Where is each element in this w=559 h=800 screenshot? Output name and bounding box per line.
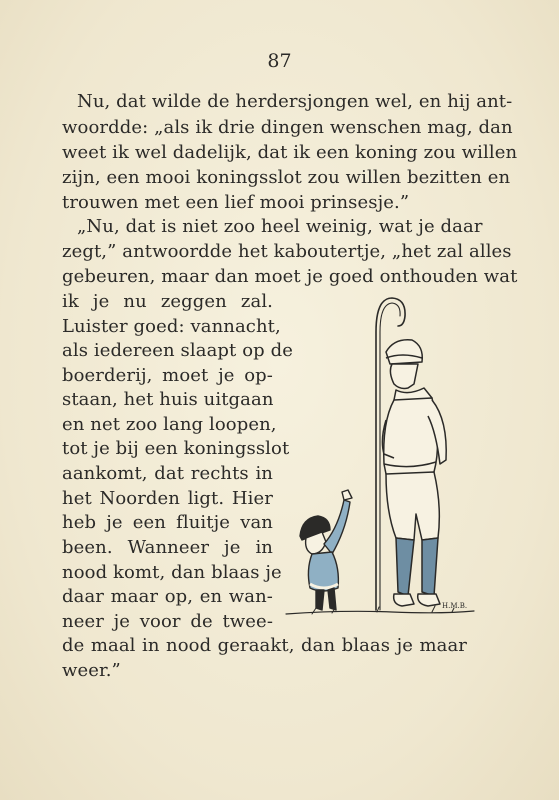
text-line: trouwen met een lief mooi prinsesje.”: [62, 192, 410, 213]
text-line: aankomt, dat rechts in: [62, 463, 273, 484]
text-line: boerderij, moet je op-: [62, 365, 273, 386]
text-line: weer.”: [62, 660, 121, 681]
text-line: staan, het huis uitgaan: [62, 389, 274, 410]
text-line: nood komt, dan blaas je: [62, 562, 282, 583]
text-line: en net zoo lang loopen,: [62, 414, 277, 435]
text-line: heb je een fluitje van: [62, 512, 273, 533]
text-line: „Nu, dat is niet zoo heel weinig, wat je daar: [77, 216, 483, 237]
page-number: 87: [267, 50, 292, 72]
text-line: het Noorden ligt. Hier: [62, 488, 273, 509]
text-line: Luister goed: vannacht,: [62, 316, 281, 337]
text-line: als iedereen slaapt op de: [62, 340, 293, 361]
text-line: de maal in nood geraakt, dan blaas je maar: [62, 635, 467, 656]
text-line: weet ik wel dadelijk, dat ik een koning zou willen: [62, 142, 518, 163]
text-line: been. Wanneer je in: [62, 537, 273, 558]
artist-signature: H.M.B.: [442, 602, 468, 610]
text-line: Nu, dat wilde de herdersjongen wel, en hij ant-: [77, 91, 513, 112]
text-line: zegt,” antwoordde het kaboutertje, „het zal alles: [62, 241, 512, 262]
text-line: gebeuren, maar dan moet je goed onthouden wat: [62, 266, 518, 287]
text-line: tot je bij een koningsslot: [62, 438, 290, 459]
text-line: zijn, een mooi koningsslot zou willen bezitten en: [62, 167, 511, 188]
text-line: daar maar op, en wan-: [62, 586, 273, 607]
text-line: woordde: „als ik drie dingen wenschen mag, dan: [62, 117, 513, 138]
text-line: neer je voor de twee-: [62, 611, 273, 632]
shepherd-and-gnome-illustration: [282, 292, 478, 622]
text-line: ik je nu zeggen zal.: [62, 291, 273, 312]
